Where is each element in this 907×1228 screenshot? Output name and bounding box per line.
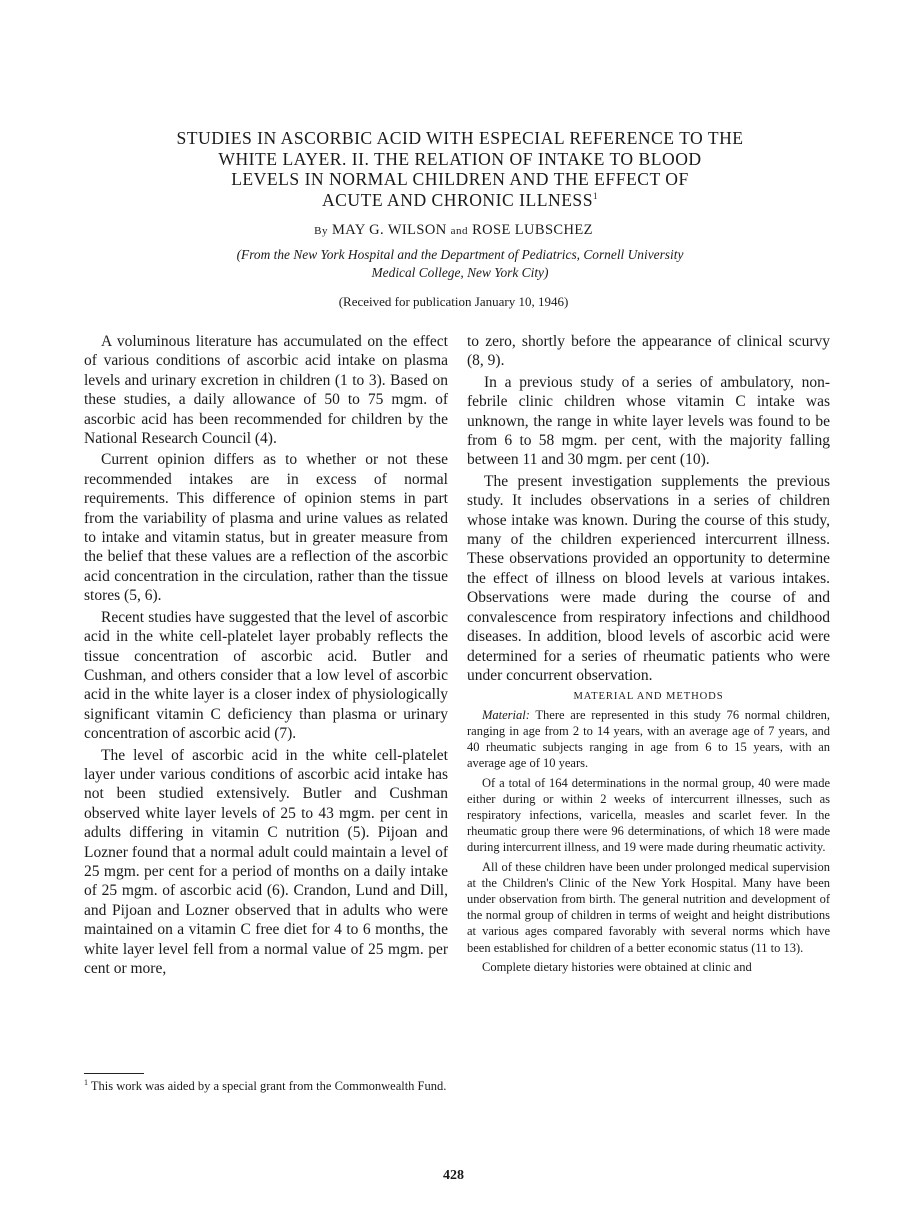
footnote [84,1078,450,1094]
left-column [84,332,448,978]
left-paragraph-2: Current opinion differs as to whether or not these recommended intakes are in excess of normal requirements. This difference of opinion stems in part from the variability of plasma and urine values as related to intake and vitamin status, but in greater measure from the belief that these values are a reflection of the ascorbic acid concentration in the circulation, rather than the tissue stores (5, 6). [84,451,448,605]
left-paragraph-3: Recent studies have suggested that the level of ascorbic acid in the white cell-platelet layer probably reflects the tissue concentration of ascorbic acid. Butler and Cushman, and others consider that a low level of ascorbic acid in the white layer is a closer index of physiologically significant vitamin C deficiency than plasma or urinary concentration of ascorbic acid (7). [84,608,448,743]
methods-paragraph-2: Of a total of 164 determinations in the normal group, 40 were made either during or within 2 weeks of intercurrent illnesses, such as respiratory infections, varicella, measles and scarlet fever. In the rheumatic group there were 96 determinations, of which 18 were made during intercurrent illness, and 19 were made during rheumatic activity. [467,775,830,855]
methods-paragraph-4: Complete dietary histories were obtained at clinic and [482,959,752,974]
methods-paragraph-1 [467,707,830,772]
right-paragraph-0: to zero, shortly before the appearance of clinical scurvy (8, 9). [467,333,830,370]
methods-paragraph-1-text: There are represented in this study 76 normal children, ranging in age from 2 to 14 years, with an average age of 7 years, and 40 rheumatic subjects ranging in age from 6 to 15 years, with an average age of 10 years. [467,707,830,771]
methods-text [467,707,830,975]
title-line-3: LEVELS IN NORMAL CHILDREN AND THE EFFECT OF [231,169,689,189]
byline-by: By [314,225,328,237]
received-date: (Received for publication January 10, 1946) [338,294,569,309]
title-line-1: STUDIES IN ASCORBIC ACID WITH ESPECIAL REFERENCE TO THE [176,128,744,148]
page-number: 428 [443,1168,464,1183]
byline [0,222,907,239]
affiliation-line-2: Medical College, New York City) [371,265,549,280]
paper-title [110,128,810,210]
right-column [467,332,830,975]
author-2: ROSE LUBSCHEZ [472,222,593,238]
left-paragraph-1: A voluminous literature has accumulated on the effect of various conditions of ascorbic acid intake on plasma levels and urinary excretion in children (1 to 3). Based on these studies, a daily allowance of 50 to 75 mgm. of ascorbic acid has been recommended for children by the National Research Council (4). [84,333,448,448]
affiliation [150,246,770,282]
byline-and: and [450,225,469,237]
right-paragraph-1: In a previous study of a series of ambulatory, non-febrile clinic children whose vitamin C intake was unknown, the range in white layer levels was found to be from 6 to 58 mgm. per cent, with the majority falling between 11 and 30 mgm. per cent (10). [467,373,830,469]
title-line-4-text: ACUTE AND CHRONIC ILLNESS [321,189,594,210]
affiliation-line-1: (From the New York Hospital and the Department of Pediatrics, Cornell University [236,247,684,262]
right-paragraph-2: The present investigation supplements the previous study. It includes observations in a series of children whose intake was known. During the course of this study, many of the children experienced intercurrent illness. These observations provided an opportunity to determine the effect of illness on blood levels at various intakes. Observations were made during the course of and convalescence from respiratory infections and childhood diseases. In addition, blood levels of ascorbic acid were determined for a series of rheumatic patients who were under concurrent observation. [467,472,830,684]
section-heading: MATERIAL AND METHODS [573,691,724,703]
footnote-mark: 1 [84,1077,88,1087]
left-paragraph-4: The level of ascorbic acid in the white cell-platelet layer under various conditions of ascorbic acid intake has not been studied extensively. Butler and Cushman observed white layer levels of 25 to 43 mgm. per cent in adults differing in vitamin C nutrition (5). Pijoan and Lozner found that a normal adult could maintain a level of 25 mgm. per cent for a period of months on a daily intake of 25 mgm. of ascorbic acid (6). Crandon, Lund and Dill, and Pijoan and Lozner observed that in adults who were maintained on a vitamin C free diet for 4 to 6 months, the white layer level fell from a normal value of 25 mgm. per cent or more, [84,746,448,977]
title-line-4 [110,190,810,211]
footnote-text: This work was aided by a special grant from the Commonwealth Fund. [90,1079,447,1093]
material-label: Material: [482,707,530,722]
author-1: MAY G. WILSON [331,222,447,238]
footnote-rule [84,1073,144,1074]
methods-paragraph-3: All of these children have been under prolonged medical supervision at the Children's Clinic of the New York Hospital. Many have been under observation from birth. The general nutrition and development of the normal group of children in terms of weight and height distributions at various ages compared favorably with several norms which have been established for children of a better economic status (11 to 13). [467,859,830,955]
title-line-2: WHITE LAYER. II. THE RELATION OF INTAKE TO BLOOD [218,148,702,169]
title-footnote-mark: 1 [593,190,599,201]
